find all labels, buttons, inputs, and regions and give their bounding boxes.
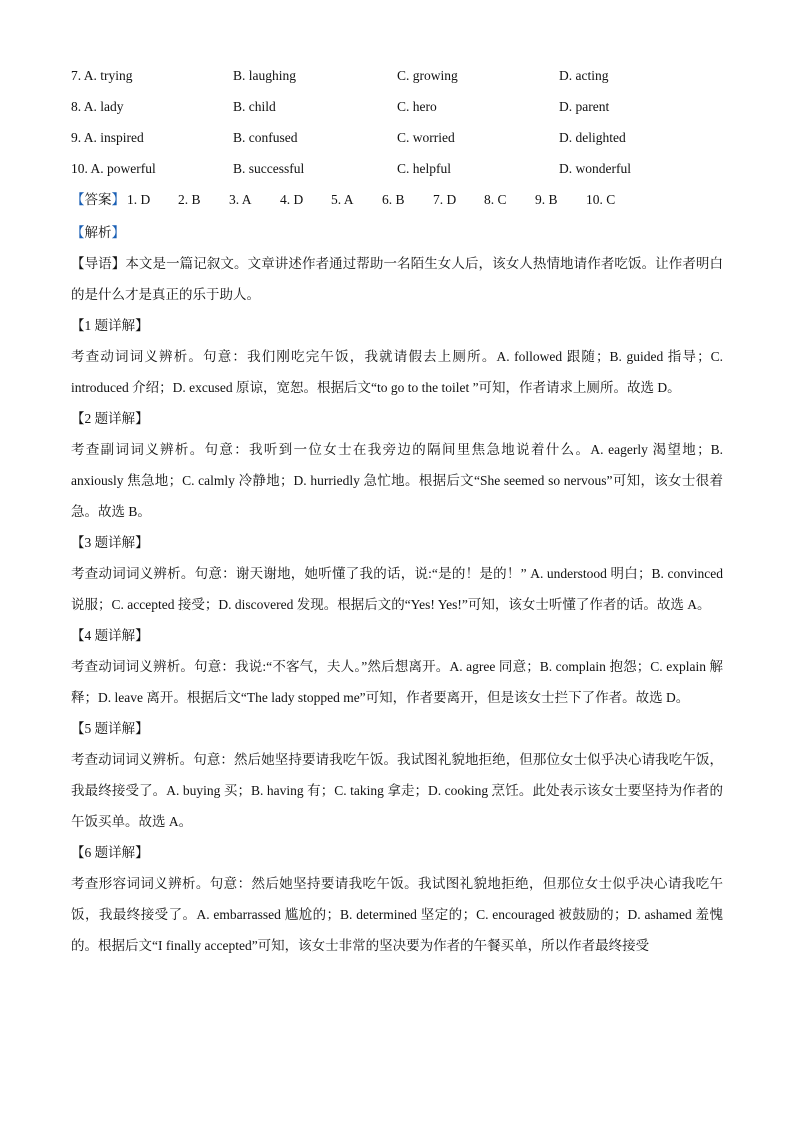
answer-row	[71, 186, 723, 217]
section-text-5: 考查动词词义辨析。句意：然后她坚持要请我吃午饭。我试图礼貌地拒绝，但那位女士似乎决心请我吃午饭，我最终接受了。A. buying 买；B. having 有；C. taking 拿走；D. cooking 烹饪。此处表示该女士要坚持为作者的午饭买单。故选 A。	[71, 752, 723, 829]
option-a: 10. A. powerful	[71, 161, 156, 176]
option-a: 7. A. trying	[71, 68, 133, 83]
answer-item: 9. B	[535, 192, 558, 207]
option-row-10	[71, 155, 723, 186]
section-text-4: 考查动词词义辨析。句意：我说:“不客气，夫人。”然后想离开。A. agree 同意；B. complain 抱怨；C. explain 解释；D. leave 离开。根据后文“The lady stopped me”可知，作者要离开，但是该女士拦下了作者。故选 D。	[71, 659, 723, 705]
option-d: D. wonderful	[559, 161, 631, 176]
answer-item: 6. B	[382, 192, 405, 207]
section-text-6: 考查形容词词义辨析。句意：然后她坚持要请我吃午饭。我试图礼貌地拒绝，但那位女士似乎决心请我吃午饭，我最终接受了。A. embarrassed 尴尬的；B. determined 坚定的；C. encouraged 被鼓励的；D. ashamed 羞愧的。根据后文“I finally accepted”可知，该女士非常的坚决要为作者的午餐买单，所以作者最终接受	[71, 876, 723, 953]
guide-paragraph: 【导语】本文是一篇记叙文。文章讲述作者通过帮助一名陌生女人后，该女人热情地请作者吃饭。让作者明白的是什么才是真正的乐于助人。	[71, 256, 723, 302]
section-title-6: 【6 题详解】	[71, 845, 149, 860]
answer-item: 7. D	[433, 192, 457, 207]
answer-item: 10. C	[586, 192, 616, 207]
answer-item: 2. B	[178, 192, 201, 207]
answer-label: 【答案】	[71, 192, 125, 207]
option-row-8	[71, 93, 723, 124]
section-text-3: 考查动词词义辨析。句意：谢天谢地，她听懂了我的话，说:“是的！是的！” A. understood 明白；B. convinced 说服；C. accepted 接受；D. discovered 发现。根据后文的“Yes! Yes!”可知，该女士听懂了作者的话。故选 A。	[71, 566, 723, 612]
answer-item: 1. D	[127, 192, 151, 207]
document-page	[71, 62, 723, 961]
section-title-3: 【3 题详解】	[71, 535, 149, 550]
option-b: B. confused	[233, 130, 298, 145]
option-b: B. successful	[233, 161, 305, 176]
section-title-2: 【2 题详解】	[71, 411, 149, 426]
option-c: C. hero	[397, 99, 437, 114]
section-title-1: 【1 题详解】	[71, 318, 149, 333]
answer-item: 5. A	[331, 192, 354, 207]
analysis-heading: 【解析】	[71, 225, 125, 240]
option-c: C. growing	[397, 68, 458, 83]
section-text-2: 考查副词词义辨析。句意：我听到一位女士在我旁边的隔间里焦急地说着什么。A. eagerly 渴望地；B. anxiously 焦急地；C. calmly 冷静地；D. hurriedly 急忙地。根据后文“She seemed so nervous”可知，该女士很着急。故选 B。	[71, 442, 723, 519]
section-title-5: 【5 题详解】	[71, 721, 149, 736]
option-b: B. child	[233, 99, 276, 114]
option-row-7	[71, 62, 723, 93]
option-row-9	[71, 124, 723, 155]
answer-item: 8. C	[484, 192, 507, 207]
option-a: 9. A. inspired	[71, 130, 144, 145]
option-d: D. delighted	[559, 130, 626, 145]
option-a: 8. A. lady	[71, 99, 124, 114]
section-title-4: 【4 题详解】	[71, 628, 149, 643]
option-b: B. laughing	[233, 68, 296, 83]
answer-item: 4. D	[280, 192, 304, 207]
option-d: D. acting	[559, 68, 609, 83]
option-c: C. worried	[397, 130, 455, 145]
option-c: C. helpful	[397, 161, 451, 176]
option-d: D. parent	[559, 99, 610, 114]
section-text-1: 考查动词词义辨析。句意：我们刚吃完午饭，我就请假去上厕所。A. followed 跟随；B. guided 指导；C. introduced 介绍；D. excused 原谅，宽恕。根据后文“to go to the toilet ”可知，作者请求上厕所。故选 D。	[71, 349, 723, 395]
answer-item: 3. A	[229, 192, 252, 207]
